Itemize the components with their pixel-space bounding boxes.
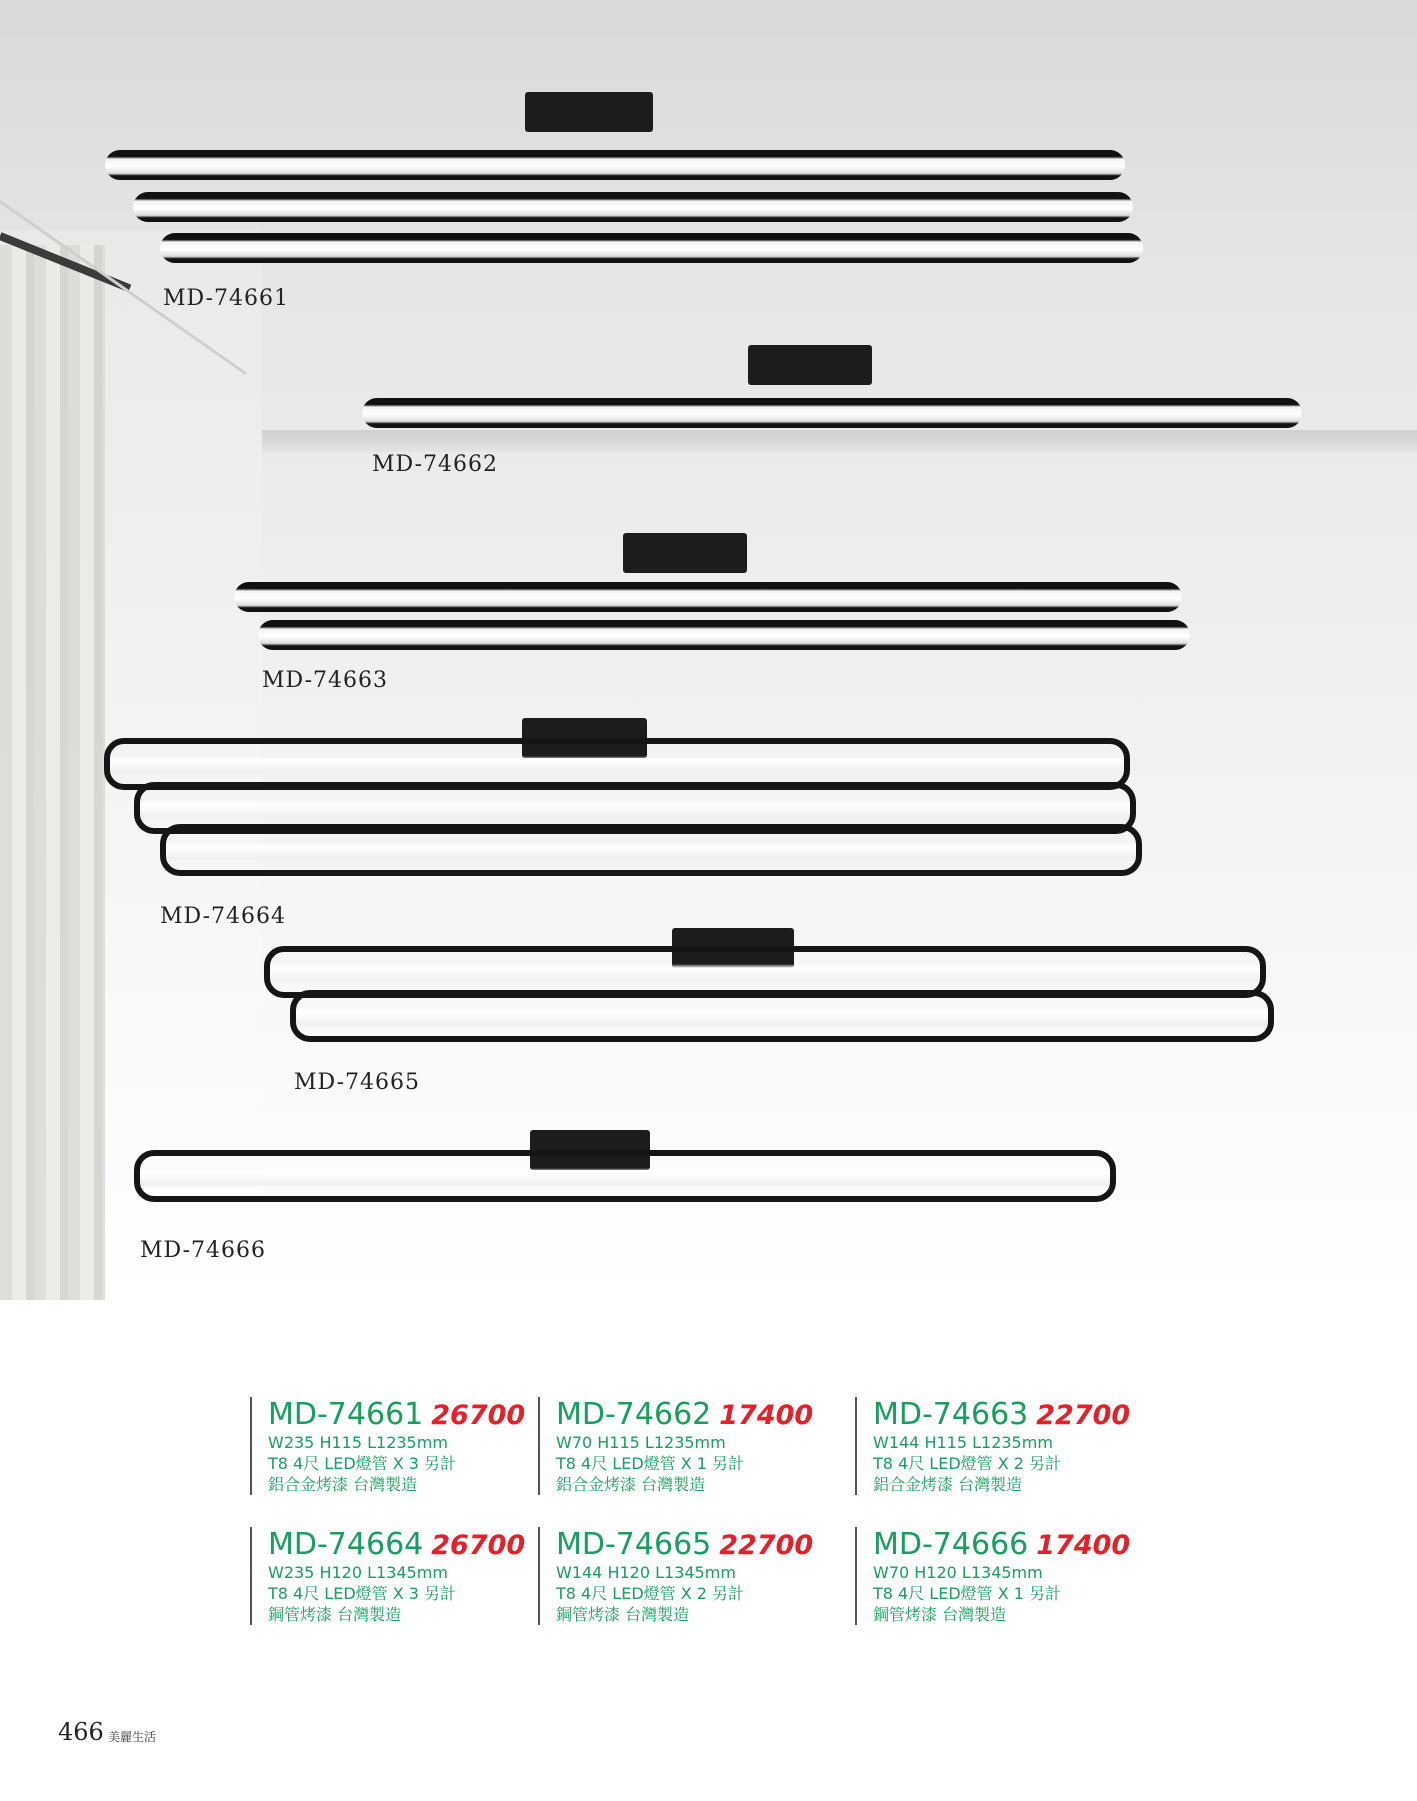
spec-md-74665	[538, 1527, 813, 1625]
spec-price: 22700	[719, 1530, 814, 1561]
fixture-label: MD-74664	[160, 904, 286, 929]
spec-dimensions: W70 H120 L1345mm	[873, 1563, 1043, 1582]
spec-md-74663	[855, 1397, 1130, 1495]
fixture-label: MD-74663	[262, 668, 388, 693]
fixture-label: MD-74665	[294, 1070, 420, 1095]
spec-model: MD-74661	[268, 1397, 424, 1432]
spec-price: 26700	[431, 1400, 526, 1431]
fixture-label: MD-74666	[140, 1238, 266, 1263]
spec-md-74666	[855, 1527, 1130, 1625]
spec-model: MD-74664	[268, 1527, 424, 1562]
spec-dimensions: W144 H120 L1345mm	[556, 1563, 736, 1582]
spec-model: MD-74665	[556, 1527, 712, 1562]
spec-dimensions: W144 H115 L1235mm	[873, 1433, 1053, 1452]
spec-tubes: T8 4尺 LED燈管 X 1 另計	[873, 1584, 1062, 1603]
spec-tubes: T8 4尺 LED燈管 X 1 另計	[556, 1454, 745, 1473]
spec-md-74661	[250, 1397, 525, 1495]
spec-material: 鋼管烤漆 台灣製造	[873, 1605, 1007, 1624]
spec-material: 鋁合金烤漆 台灣製造	[556, 1475, 706, 1494]
spec-md-74662	[538, 1397, 813, 1495]
spec-md-74664	[250, 1527, 525, 1625]
wall-edge	[262, 430, 1417, 452]
brand-name: 美麗生活	[108, 1730, 157, 1744]
curtain	[0, 245, 105, 1300]
spec-tubes: T8 4尺 LED燈管 X 3 另計	[268, 1454, 457, 1473]
spec-model: MD-74662	[556, 1397, 712, 1432]
spec-tubes: T8 4尺 LED燈管 X 2 另計	[873, 1454, 1062, 1473]
spec-tubes: T8 4尺 LED燈管 X 2 另計	[556, 1584, 745, 1603]
spec-price: 26700	[431, 1530, 526, 1561]
spec-model: MD-74663	[873, 1397, 1029, 1432]
spec-dimensions: W70 H115 L1235mm	[556, 1433, 726, 1452]
spec-model: MD-74666	[873, 1527, 1029, 1562]
spec-dimensions: W235 H120 L1345mm	[268, 1563, 448, 1582]
spec-material: 鋁合金烤漆 台灣製造	[268, 1475, 418, 1494]
spec-material: 鋼管烤漆 台灣製造	[268, 1605, 402, 1624]
fixture-label: MD-74662	[372, 452, 498, 477]
spec-tubes: T8 4尺 LED燈管 X 3 另計	[268, 1584, 457, 1603]
spec-material: 鋼管烤漆 台灣製造	[556, 1605, 690, 1624]
spec-dimensions: W235 H115 L1235mm	[268, 1433, 448, 1452]
spec-material: 鋁合金烤漆 台灣製造	[873, 1475, 1023, 1494]
page-number: 466	[58, 1718, 104, 1746]
spec-price: 17400	[1036, 1530, 1131, 1561]
spec-price: 17400	[719, 1400, 814, 1431]
spec-price: 22700	[1036, 1400, 1131, 1431]
fixture-label: MD-74661	[163, 286, 289, 311]
